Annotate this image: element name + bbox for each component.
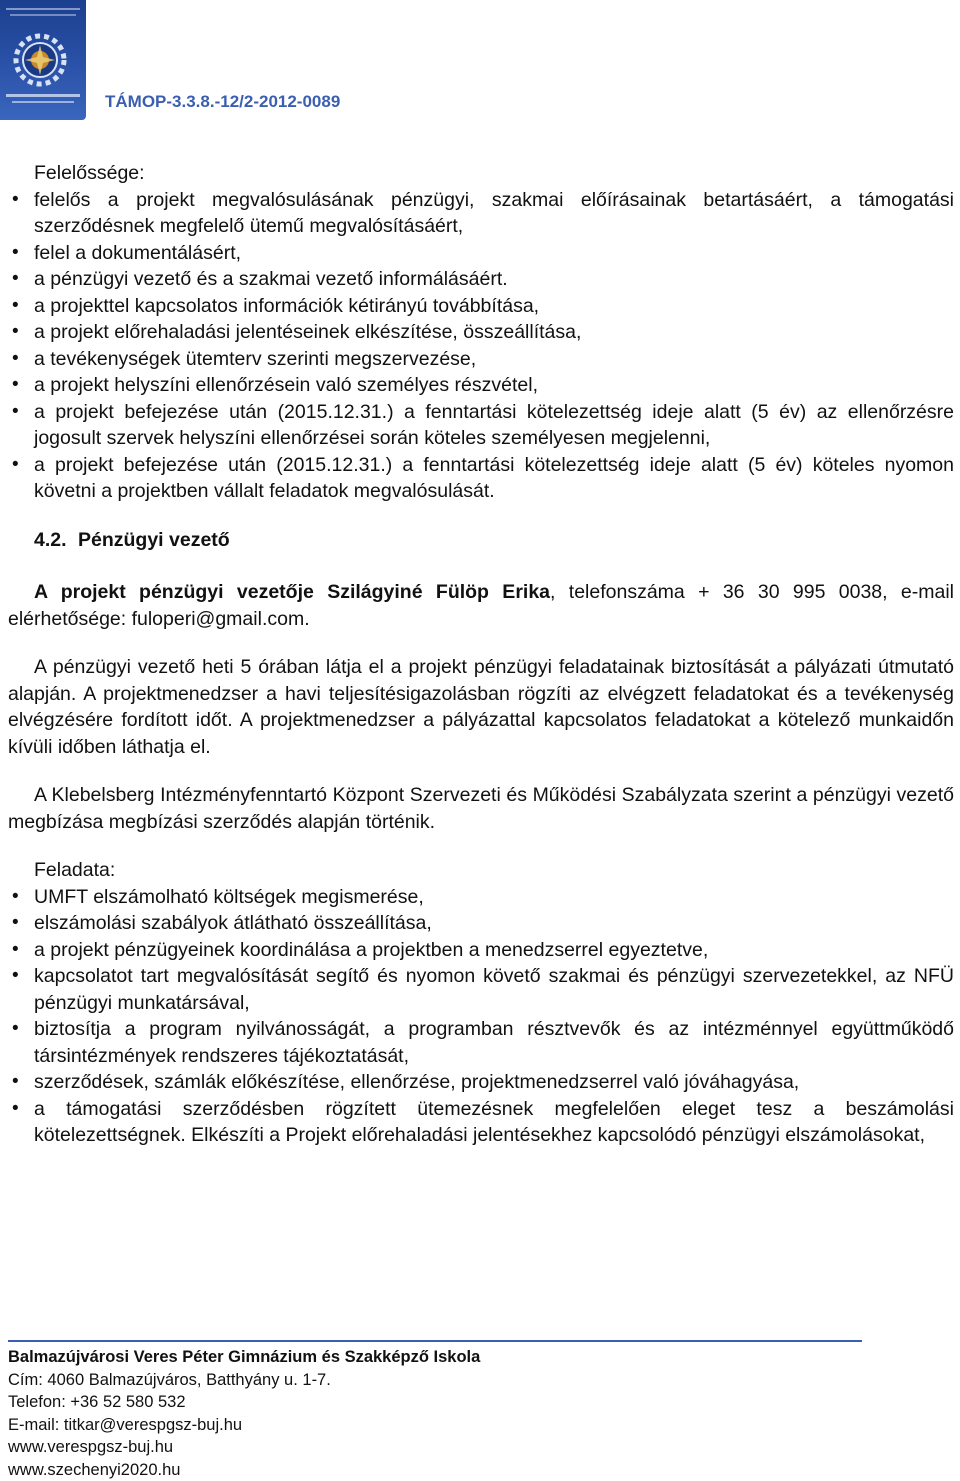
list-item: • a támogatási szerződésben rögzített ütemezésnek megfelelően eleget tesz a beszámolási kötelezettségnek. Elkészíti a Projekt előrehaladási jelentésekhez kapcsolódó pénzügyi elszámolásokat,: [8, 1096, 954, 1149]
tasks-label: Feladata:: [34, 859, 116, 881]
logo-text-line: [6, 8, 80, 10]
list-item: • a projekt helyszíni ellenőrzésein való személyes részvétel,: [8, 372, 954, 399]
contract-paragraph: A Klebelsberg Intézményfenntartó Központ Szervezeti és Működési Szabályzata szerint a pénzügyi vezető megbízása megbízási szerződés alapján történik.: [8, 784, 954, 833]
list-item: • a projekt befejezése után (2015.12.31.) a fenntartási kötelezettség ideje alatt (5 év) köteles nyomon követni a projektben vállalt feladatok megvalósulását.: [8, 452, 954, 505]
section-heading: [8, 527, 954, 554]
logo-text-line: [6, 94, 80, 97]
footer-website: www.szechenyi2020.hu: [8, 1460, 181, 1479]
list-item: • elszámolási szabályok átlátható összeállítása,: [8, 910, 954, 937]
section-number: 4.2.: [34, 528, 67, 551]
footer-school-name: Balmazújvárosi Veres Péter Gimnázium és Szakképző Iskola: [8, 1348, 481, 1366]
list-item: • szerződések, számlák előkészítése, ellenőrzése, projektmenedzserrel való jóváhagyása,: [8, 1069, 954, 1096]
list-item: • a pénzügyi vezető és a szakmai vezető informálásáért.: [8, 266, 954, 293]
list-item: • a projekt pénzügyeinek koordinálása a projektben a menedzserrel egyeztetve,: [8, 937, 954, 964]
project-code: TÁMOP-3.3.8.-12/2-2012-0089: [105, 92, 341, 111]
footer-divider: [8, 1340, 862, 1342]
list-item: • felel a dokumentálásért,: [8, 240, 954, 267]
school-logo: [0, 0, 86, 120]
list-item: • kapcsolatot tart megvalósítását segítő és nyomon követő szakmai és pénzügyi szervezetekkel, az NFÜ pénzügyi munkatársával,: [8, 963, 954, 1016]
list-item: • biztosítja a program nyilvánosságát, a programban résztvevők és az intézménnyel együttműködő társintézmények rendszeres tájékoztatását,: [8, 1016, 954, 1069]
footer-phone: Telefon: +36 52 580 532: [8, 1393, 186, 1411]
footer: [8, 1346, 480, 1481]
intro-bold: A projekt pénzügyi vezetője Szilágyiné Fülöp Erika: [34, 581, 551, 603]
responsibilities-list: [8, 187, 954, 505]
list-item: • felelős a projekt megvalósulásának pénzügyi, szakmai előírásainak betartásáért, a támogatási szerződésnek megfelelő ütemű megvalósításáért,: [8, 187, 954, 240]
list-item: • a projekttel kapcsolatos információk kétirányú továbbítása,: [8, 293, 954, 320]
intro-paragraph: [8, 579, 954, 632]
list-item: • UMFT elszámolható költségek megismerése,: [8, 884, 954, 911]
document-body: [8, 160, 954, 1149]
list-item: • a tevékenységek ütemterv szerinti megszervezése,: [8, 346, 954, 373]
logo-text-line: [10, 14, 76, 16]
list-item: • a projekt befejezése után (2015.12.31.) a fenntartási kötelezettség ideje alatt (5 év) az ellenőrzésre jogosult szervek helyszíni ellenőrzései során köteles személyesen megjelenni,: [8, 399, 954, 452]
responsibilities-label: Felelőssége:: [34, 162, 145, 184]
footer-address: Cím: 4060 Balmazújváros, Batthyány u. 1-7.: [8, 1370, 331, 1389]
gear-emblem-icon: [10, 30, 70, 90]
section-title: Pénzügyi vezető: [78, 528, 230, 551]
hours-paragraph: A pénzügyi vezető heti 5 órában látja el a projekt pénzügyi feladatainak biztosítását a pályázati útmutató alapján. A projektmenedzser a havi teljesítésigazolásban rögzíti az elvégzett feladatokat és a tevékenység elvégzésére fordított időt. A projektmenedzser a pályázattal kapcsolatos feladatokat a kötelező munkaidőn kívüli időben láthatja el.: [8, 656, 954, 758]
logo-text-line: [12, 101, 74, 103]
tasks-list: [8, 884, 954, 1149]
list-item: • a projekt előrehaladási jelentéseinek elkészítése, összeállítása,: [8, 319, 954, 346]
footer-email: E-mail: titkar@verespgsz-buj.hu: [8, 1415, 243, 1434]
footer-website: www.verespgsz-buj.hu: [8, 1438, 174, 1456]
intro-rest: , telefonszáma + 36 30 995 0038, e-mail elérhetősége: fuloperi@gmail.com.: [8, 581, 955, 630]
